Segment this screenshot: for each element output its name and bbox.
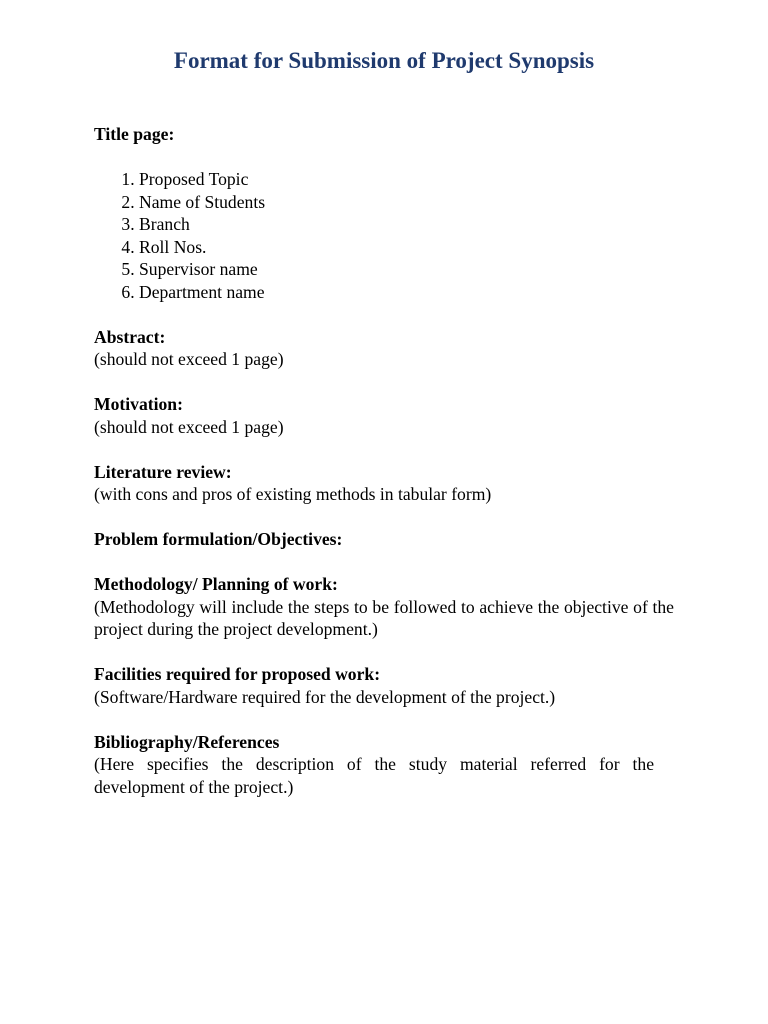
list-item: 6. Department name [139, 281, 674, 304]
list-item: 3. Branch [139, 213, 674, 236]
list-item: 4. Roll Nos. [139, 236, 674, 259]
methodology-heading: Methodology/ Planning of work: [94, 574, 338, 594]
literature-review-heading: Literature review: [94, 461, 232, 482]
methodology-section [94, 573, 674, 641]
abstract-note: (should not exceed 1 page) [94, 349, 284, 369]
motivation-section [94, 393, 674, 438]
facilities-section [94, 663, 674, 708]
abstract-section [94, 326, 674, 371]
abstract-heading: Abstract: [94, 326, 166, 347]
problem-formulation-heading: Problem formulation/Objectives: [94, 529, 343, 549]
list-item: 5. Supervisor name [139, 258, 674, 281]
list-item: 2. Name of Students [139, 191, 674, 214]
document-title: Format for Submission of Project Synopsis [173, 48, 595, 73]
problem-formulation-section [94, 528, 674, 551]
motivation-note: (should not exceed 1 page) [94, 416, 284, 437]
bibliography-section [94, 731, 674, 799]
methodology-note: (Methodology will include the steps to be followed to achieve the objective of the project during the project development.) [94, 596, 674, 639]
motivation-heading: Motivation: [94, 394, 183, 414]
title-page-heading: Title page: [94, 124, 175, 144]
bibliography-note: (Here specifies the description of the study material referred for the development of the project.) [94, 754, 654, 797]
facilities-heading: Facilities required for proposed work: [94, 664, 381, 684]
list-item: 1. Proposed Topic [139, 168, 674, 191]
document-body [94, 123, 674, 821]
literature-review-note: (with cons and pros of existing methods in tabular form) [94, 484, 492, 504]
bibliography-heading: Bibliography/References [94, 731, 280, 752]
facilities-note: (Software/Hardware required for the development of the project.) [94, 686, 556, 707]
title-page-list [94, 168, 674, 303]
literature-review-section [94, 461, 674, 506]
